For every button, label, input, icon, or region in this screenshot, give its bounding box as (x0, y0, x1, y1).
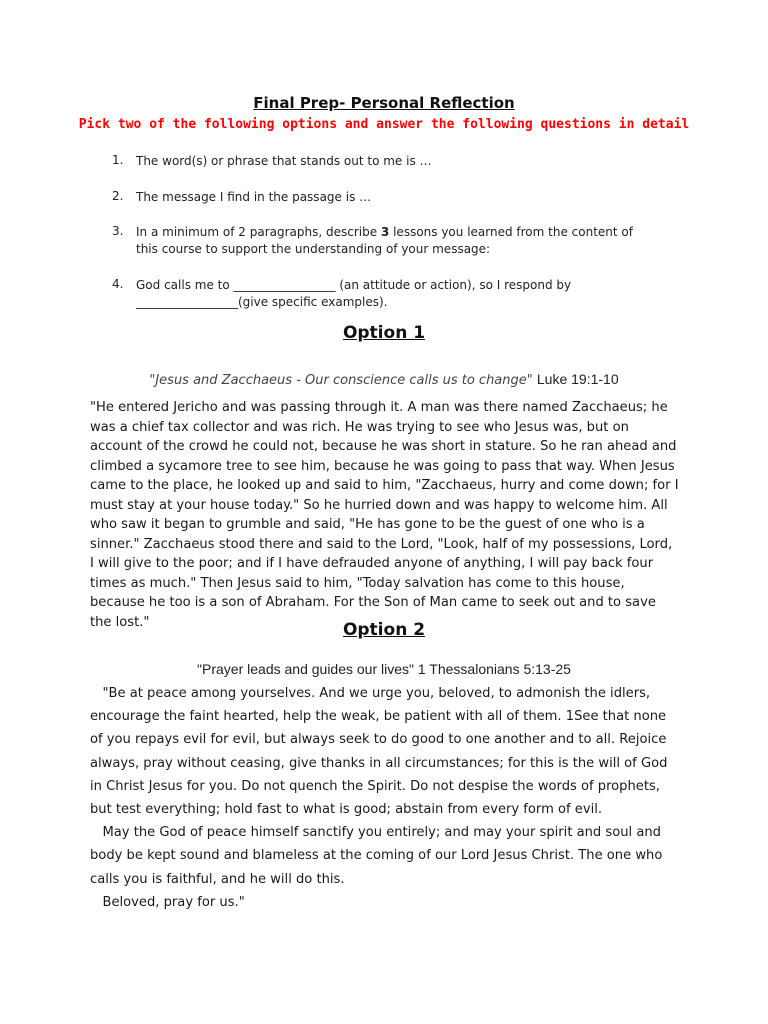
question-text (136, 224, 656, 258)
passage-paragraph: May the God of peace himself sanctify you entirely; and may your spirit and soul and body be kept sound and blameless at the coming of our Lord Jesus Christ. The one who calls you is faithful, and he will do this. (90, 825, 663, 887)
page-title: Final Prep- Personal Reflection (253, 94, 515, 112)
option-1-quote: "Jesus and Zacchaeus - Our conscience calls us to change" (149, 373, 533, 388)
passage-paragraph: Beloved, pray for us." (90, 894, 245, 910)
option-2-heading: Option 2 (342, 620, 426, 640)
question-number: 2. (112, 189, 124, 203)
question-number: 1. (112, 153, 124, 167)
question-text-bold: 3 (380, 225, 390, 239)
question-text: The message I find in the passage is … (136, 190, 372, 204)
passage-paragraph: "Be at peace among yourselves. And we urge you, beloved, to admonish the idlers, encourage the faint hearted, help the weak, be patient with all of them. 1See that none of you repays evil for evil, but always seek to do good to one another and to all. Rejoice always, pray without ceasing, give thanks in all circumstances; for this is the will of God in Christ Jesus for you. Do not quench the Spirit. Do not despise the words of prophets, but test everything; hold fast to what is good; abstain from every form of evil. (90, 686, 668, 818)
option-2-caption: "Prayer leads and guides our lives" 1 Thessalonians 5:13-25 (197, 661, 571, 677)
option-1-heading: Option 1 (342, 323, 426, 343)
question-text: God calls me to _________________ (an attitude or action), so I respond by _________________(give specific examples). (136, 278, 572, 309)
option-2-passage (90, 682, 680, 914)
option-1-reference: Luke 19:1-10 (536, 371, 619, 387)
option-1-caption (0, 371, 768, 388)
option-1-passage: "He entered Jericho and was passing through it. A man was there named Zacchaeus; he was a chief tax collector and was rich. He was trying to see who Jesus was, but on account of the crowd he could not, because he was short in stature. So he ran ahead and climbed a sycamore tree to see him, because he was going to pass that way. When Jesus came to the place, he looked up and said to him, "Zacchaeus, hurry and come down; for I must stay at your house today." So he hurried down and was happy to welcome him. All who saw it began to grumble and said, "He has gone to be the guest of one who is a sinner." Zacchaeus stood there and said to the Lord, "Look, half of my possessions, Lord, I will give to the poor; and if I have defrauded anyone of anything, I will pay back four times as much." Then Jesus said to him, "Today salvation has come to this house, because he too is a son of Abraham. For the Son of Man came to seek out and to save the lost." (90, 400, 679, 630)
question-number: 4. (112, 277, 124, 291)
question-number: 3. (112, 224, 124, 238)
question-text-start: In a minimum of 2 paragraphs, describe (136, 225, 381, 239)
question-text: The word(s) or phrase that stands out to me is … (136, 154, 432, 168)
question-text-end: lessons you learned from the content of this course to support the understanding of your message: (136, 225, 633, 256)
instructions-subtitle: Pick two of the following options and answer the following questions in detail (78, 117, 690, 132)
